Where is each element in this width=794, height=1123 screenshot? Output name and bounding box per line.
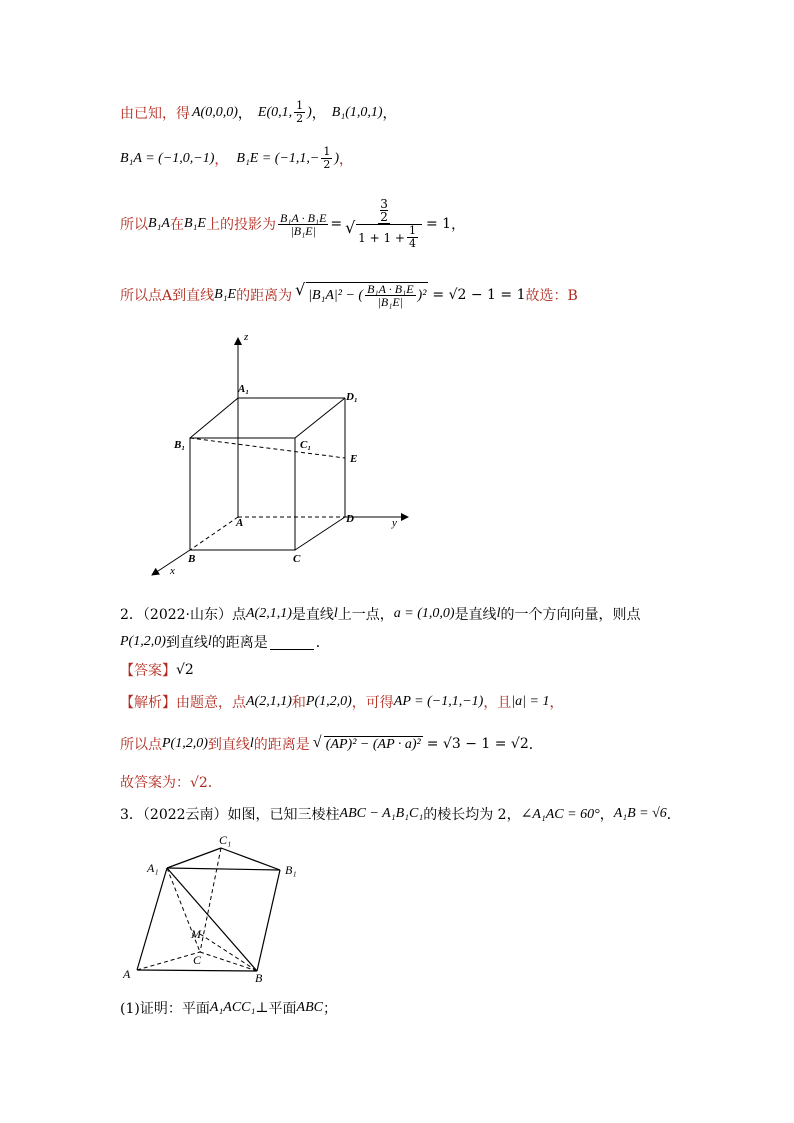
front-face — [190, 438, 295, 550]
label-D1: D₁ — [346, 391, 358, 403]
text-lead: 由已知，得 — [120, 105, 190, 122]
line-vectors: B₁A = (−1,0,−1) ， B₁E = (−1,1,− $\frac{1}{2}$ ) ， — [120, 145, 354, 171]
label-A1: A₁ — [238, 383, 250, 395]
q2-final: 故答案为：√2． — [120, 775, 222, 791]
label-E: E — [350, 453, 358, 465]
point-E: E(0,1, — [257, 104, 293, 120]
q2-stem-line1: 2．（2022·山东）点 A(2,1,1) 是直线 l 上一点， a = (1,0,0) 是直线 l 的一个方向向量，则点 — [120, 606, 641, 623]
segment-B1E — [190, 438, 345, 458]
label-z: z — [244, 331, 249, 343]
q2-stem-line2: P(1,2,0) 到直线 l 的距离是 ． — [120, 634, 330, 651]
distance-result: = √2 − 1 = 1 — [432, 287, 526, 303]
cube-figure — [140, 330, 430, 580]
fraction: $\frac{1}{2}$ — [323, 145, 331, 171]
vector-B1E: B₁E = (−1,1,− — [236, 150, 320, 166]
label-A: A — [123, 967, 131, 981]
vector-AP: AP = (−1,1,−1) — [393, 694, 484, 709]
label-B: B — [255, 971, 263, 985]
label-y: y — [392, 517, 397, 529]
distance-expression: √ (AP)² − (AP · a)² — [324, 736, 423, 753]
fraction: $\frac{1}{2}$ — [296, 99, 304, 125]
edge-length: A₁B = √6 — [613, 806, 667, 821]
point-P: P(1,2,0) — [120, 634, 166, 649]
label-C1: C₁ — [300, 439, 312, 451]
direction-vector: a = (1,0,0) — [393, 606, 455, 621]
point-A: A(2,1,1) — [246, 606, 292, 621]
label-B: B — [188, 553, 196, 565]
label-C: C — [293, 553, 301, 565]
value-fraction: 3 2 √ 1 + 1 + $\frac{1}{4}$ — [344, 198, 424, 250]
answer-blank — [270, 635, 314, 650]
label-A1: A₁ — [147, 861, 159, 875]
q2-answer — [120, 660, 194, 680]
q3-stem: 3．（2022云南）如图，已知三棱柱 ABC − A₁B₁C₁ 的棱长均为 2， ∠A₁AC = 60° ， A₁B = √6 ． — [120, 806, 681, 823]
line-coordinates: 由已知，得 A(0,0,0) ， E(0,1, $\frac{1}{2}$ ) ， B₁(1,0,1) ， — [120, 99, 397, 125]
vector-B1A: B₁A — [148, 216, 170, 231]
prism-name: ABC − A₁B₁C₁ — [339, 806, 424, 821]
answer-text: 故选：B — [525, 288, 578, 304]
q2-analysis: 【解析】 由题意，点 A(2,1,1) 和 P(1,2,0) ，可得 AP = (−1,1,−1) ，且 |a| = 1 ， — [120, 694, 564, 711]
line-B1E: B₁E — [214, 287, 237, 302]
label-M: M — [191, 927, 201, 941]
label-C1: C₁ — [219, 833, 232, 847]
line-projection: 所以 B₁A 在 B₁E 上的投影为 $\frac{\text{B₁A · B₁E}}{\text{|B₁E|}}$ = 3 2 √ 1 + 1 + $\frac{1}{4}$ = 1 ， — [120, 198, 465, 250]
angle: ∠A₁AC = 60° — [520, 806, 600, 822]
vector-B1A: B₁A = (−1,0,−1) — [120, 150, 215, 166]
line-distance: 所以点A到直线 B₁E 的距离为 √ |B₁A|² − ( $\frac{\text{B₁A · B₁E}}{\text{|B₁E|}}$ )² = √2 − 1 = 1 故选：B — [120, 282, 578, 308]
label-B1: B₁ — [285, 863, 297, 877]
sep: ， — [237, 105, 252, 122]
label-D: D — [346, 513, 354, 525]
vector-B1E: B₁E — [183, 216, 206, 231]
analysis-tag: 【解析】 — [120, 695, 176, 711]
q3-part1: (1)证明：平面 A₁ACC₁ ⊥ 平面 ABC ； — [120, 1000, 337, 1017]
label-C: C — [193, 953, 202, 967]
point-B1: B₁(1,0,1) — [331, 104, 383, 120]
label-A: A — [236, 517, 244, 529]
label-x: x — [170, 565, 175, 577]
projection-fraction: $\frac{\text{B₁A · B₁E}}{\text{|B₁E|}}$ — [279, 210, 327, 238]
distance-expression: √ |B₁A|² − ( $\frac{\text{B₁A · B₁E}}{\text{|B₁E|}}$ )² — [306, 282, 428, 308]
answer-tag: 【答案】 — [120, 663, 176, 679]
answer-value: √2 — [176, 662, 194, 678]
plane-A1ACC1: A₁ACC₁ — [209, 1000, 256, 1015]
prism-figure — [115, 828, 315, 990]
perp-symbol: ⊥ — [255, 1000, 269, 1016]
point-A: A(0,0,0) — [192, 104, 238, 120]
label-B1: B₁ — [174, 439, 186, 451]
plane-ABC: ABC — [296, 1000, 323, 1015]
q2-distance: 所以点 P(1,2,0) 到直线 l 的距离是 √ (AP)² − (AP · a)² = √3 − 1 = √2 ． — [120, 734, 543, 754]
